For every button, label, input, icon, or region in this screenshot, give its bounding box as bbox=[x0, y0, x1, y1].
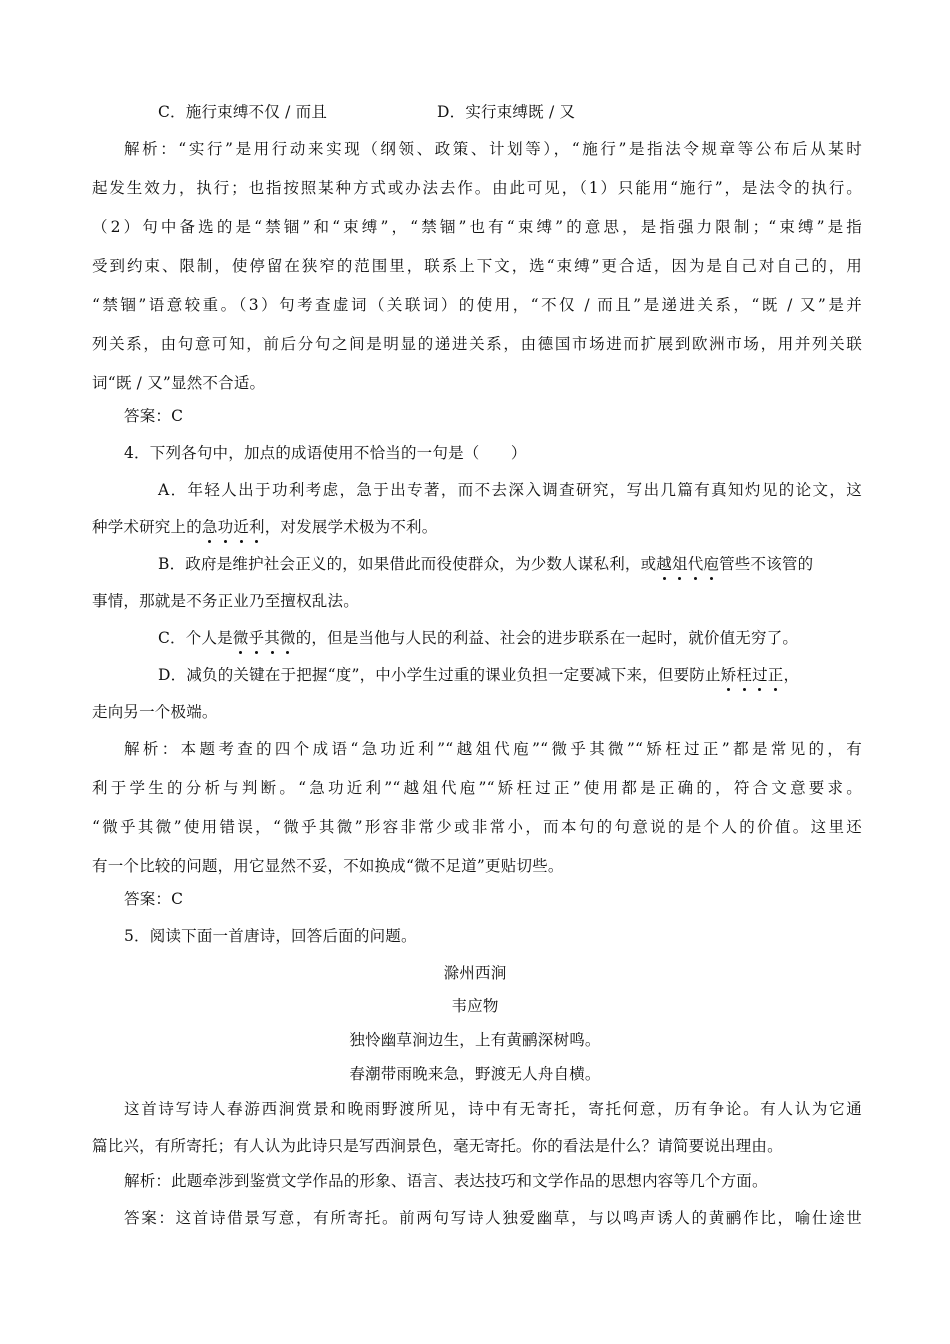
dotted-idiom-b bbox=[656, 555, 719, 573]
q5-analysis: 解析：此题牵涉到鉴赏文学作品的形象、语言、表达技巧和文学作品的思想内容等几个方面。 bbox=[124, 1172, 768, 1190]
dotted-char: 矫 bbox=[720, 666, 737, 684]
q4-option-d-line2: 走向另一个极端。 bbox=[92, 703, 218, 721]
dotted-char: 微 bbox=[232, 629, 249, 647]
q4-b-text: B．政府是维护社会正义的，如果借此而役使群众，为少数人谋私利，或 bbox=[158, 555, 657, 573]
q4-analysis-line: “微乎其微”使用错误，“微乎其微”形容非常少或非常小，而本句的句意说的是个人的价值。这里还 bbox=[92, 818, 862, 836]
dotted-idiom-c bbox=[233, 629, 296, 647]
poem-author: 韦应物 bbox=[451, 997, 499, 1015]
q5-answer: 答案：这首诗借景写意，有所寄托。前两句写诗人独爱幽草，与以鸣声诱人的黄鹂作比，喻仕途世 bbox=[124, 1209, 862, 1227]
q5-stem: 5．阅读下面一首唐诗，回答后面的问题。 bbox=[124, 927, 417, 945]
q4-option-a-line2 bbox=[92, 517, 862, 537]
dotted-char: 利 bbox=[249, 518, 265, 536]
q4-stem: 4．下列各句中，加点的成语使用不恰当的一句是（ ） bbox=[124, 444, 527, 462]
dotted-char: 近 bbox=[233, 518, 250, 536]
poem-line: 独怜幽草涧边生，上有黄鹂深树鸣。 bbox=[349, 1031, 601, 1049]
poem-line: 春潮带雨晚来急，野渡无人舟自横。 bbox=[349, 1065, 601, 1083]
dotted-idiom-d bbox=[721, 666, 784, 684]
q5-question-line: 篇比兴，有所寄托；有人认为此诗只是写西涧景色，毫无寄托。你的看法是什么？请简要说出理由。 bbox=[92, 1137, 783, 1155]
dotted-char: 代 bbox=[687, 555, 704, 573]
q3-analysis-line: 受到约束、限制，使停留在狭窄的范围里，联系上下文，选“束缚”更合适，因为是自己对自己的，用 bbox=[92, 257, 862, 275]
q3-analysis-line: 词“既 / 又”显然不合适。 bbox=[92, 374, 266, 392]
q4-option-b-line2: 事情，那就是不务正业乃至擅权乱法。 bbox=[92, 592, 359, 610]
q4-c-text: 的，但是当他与人民的利益、社会的进步联系在一起时，就价值无穷了。 bbox=[295, 629, 799, 647]
dotted-char: 微 bbox=[279, 629, 296, 647]
q4-analysis-line: 有一个比较的问题，用它显然不妥，不如换成“微不足道”更贴切些。 bbox=[92, 857, 564, 875]
dotted-char: 枉 bbox=[736, 666, 753, 684]
dotted-char: 功 bbox=[217, 518, 234, 536]
q3-analysis-line: “禁锢”语意较重。（3）句考查虚词（关联词）的使用，“不仅 / 而且”是递进关系，“既 / 又”是并 bbox=[92, 296, 862, 314]
dotted-char: 乎 bbox=[248, 629, 265, 647]
dotted-char: 俎 bbox=[672, 555, 688, 573]
q3-analysis-line: 解析：“实行”是用行动来实现（纲领、政策、计划等），“施行”是指法令规章等公布后从某时 bbox=[124, 140, 862, 158]
dotted-char: 越 bbox=[656, 555, 672, 573]
q4-a-text: 种学术研究上的 bbox=[92, 518, 202, 536]
q4-option-c bbox=[158, 628, 862, 648]
dotted-char: 过 bbox=[752, 666, 768, 684]
q4-c-text: C．个人是 bbox=[158, 629, 233, 647]
q3-analysis-line: 列关系，由句意可知，前后分句之间是明显的递进关系，由德国市场进而扩展到欧洲市场，用并列关联 bbox=[92, 335, 862, 353]
q4-option-a-line1: A．年轻人出于功利考虑，急于出专著，而不去深入调查研究，写出几篇有真知灼见的论文，这 bbox=[158, 481, 862, 499]
q4-b-text: 管些不该管的 bbox=[719, 555, 814, 573]
q4-analysis-line: 解析：本题考查的四个成语“急功近利”“越俎代庖”“微乎其微”“矫枉过正”都是常见的，有 bbox=[124, 740, 862, 758]
dotted-idiom-a bbox=[202, 518, 265, 536]
q3-analysis-line: 起发生效力，执行；也指按照某种方式或办法去作。由此可见，（1）只能用“施行”，是法令的执行。 bbox=[92, 179, 862, 197]
poem-title: 滁州西涧 bbox=[443, 964, 507, 982]
q3-option-c: C．施行束缚不仅 / 而且 bbox=[158, 103, 328, 121]
dotted-char: 正 bbox=[767, 666, 784, 684]
q3-analysis-line: （2）句中备选的是“禁锢”和“束缚”，“禁锢”也有“束缚”的意思，是指强力限制；“束缚”是指 bbox=[92, 218, 862, 236]
q4-analysis-line: 利于学生的分析与判断。“急功近利”“越俎代庖”“矫枉过正”使用都是正确的，符合文意要求。 bbox=[92, 779, 862, 797]
dotted-char: 急 bbox=[201, 518, 218, 536]
q4-d-text: ， bbox=[783, 666, 800, 684]
q5-question-line: 这首诗写诗人春游西涧赏景和晚雨野渡所见，诗中有无寄托，寄托何意，历有争论。有人认为它通 bbox=[124, 1100, 862, 1118]
q3-option-d: D．实行束缚既 / 又 bbox=[437, 103, 576, 121]
q4-option-d-line1 bbox=[158, 665, 862, 685]
q3-answer: 答案：C bbox=[124, 407, 184, 425]
q3-options-row bbox=[158, 102, 858, 122]
q4-option-b-line1 bbox=[158, 554, 862, 574]
q4-answer: 答案：C bbox=[124, 890, 184, 908]
dotted-char: 其 bbox=[264, 629, 280, 647]
dotted-char: 庖 bbox=[703, 555, 720, 573]
q4-d-text: D．减负的关键在于把握“度”，中小学生过重的课业负担一定要减下来，但要防止 bbox=[158, 666, 721, 684]
q4-a-text: ，对发展学术极为不利。 bbox=[264, 518, 438, 536]
